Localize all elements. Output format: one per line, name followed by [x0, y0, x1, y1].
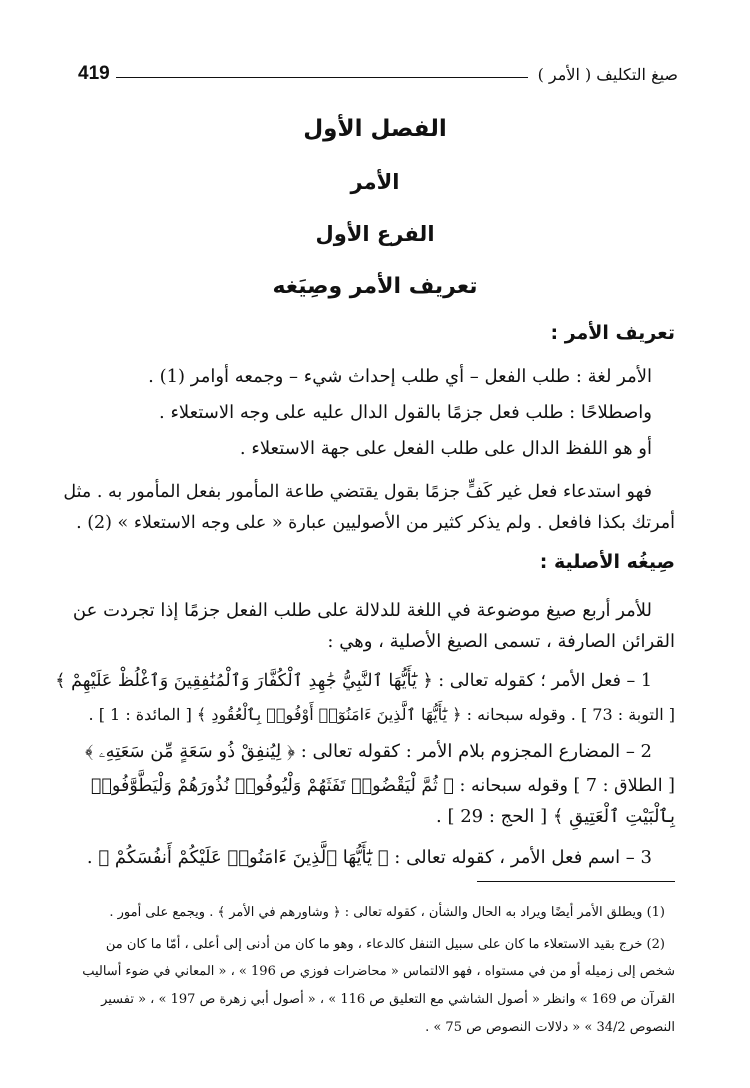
- forms-line: 3 – اسم فعل الأمر ، كقوله تعالى : ﴿ يَٰٓأَيُّهَا ٱلَّذِينَ ءَامَنُوا۟ عَلَيْكُمْ أَنفُسَكُمْ ﴾ .: [86, 847, 652, 868]
- page-number: 419: [78, 63, 110, 84]
- topic-heading: الأمر: [350, 170, 400, 194]
- forms-line: [ التوبة : 73 ] . وقوله سبحانه : ﴿ يَٰٓأَيُّهَا ٱلَّذِينَ ءَامَنُوٓا۟ أَوْفُوا۟ بِٱلْعُقُودِ ﴾ [ المائدة : 1 ] .: [88, 705, 675, 724]
- forms-line: [ الطلاق : 7 ] وقوله سبحانه : ﴿ ثُمَّ لْيَقْضُوا۟ تَفَثَهُمْ وَلْيُوفُوا۟ نُذُورَهُمْ وَلْيَطَّوَّفُوا۟: [90, 776, 675, 796]
- forms-line: 2 – المضارع المجزوم بلام الأمر : كقوله تعالى : ﴿ لِيُنفِقْ ذُو سَعَةٍ مِّن سَعَتِهِۦ ﴾: [85, 741, 652, 762]
- definition-line: أو هو اللفظ الدال على طلب الفعل على جهة الاستعلاء .: [239, 438, 652, 459]
- forms-line: القرائن الصارفة ، تسمى الصيغ الأصلية ، وهي :: [327, 631, 675, 652]
- definition-line: أمرتك بكذا فافعل . ولم يذكر كثير من الأصوليين عبارة « على وجه الاستعلاء » (2) .: [76, 513, 675, 533]
- footnote: (1) ويطلق الأمر أيضًا ويراد به الحال والشأن ، كقوله تعالى : ﴿ وشاورهم في الأمر ﴾ . ويجمع على أمور .: [109, 905, 665, 920]
- chapter-heading: الفصل الأول: [303, 116, 447, 142]
- definition-line: واصطلاحًا : طلب فعل جزمًا بالقول الدال عليه على وجه الاستعلاء .: [159, 402, 652, 423]
- forms-line: 1 – فعل الأمر ؛ كقوله تعالى : ﴿ يَٰٓأَيُّهَا ٱلنَّبِيُّ جَٰهِدِ ٱلْكُفَّارَ وَٱلْمُنَٰفِقِينَ وَٱغْلُظْ عَلَيْهِمْ ﴾: [55, 671, 652, 691]
- footnote: (2) خرج بقيد الاستعلاء ما كان على سبيل التنفل كالدعاء ، وهو ما كان من أدنى إلى أعلى ، أمّا ما كان من: [105, 937, 665, 952]
- branch-heading: الفرع الأول: [315, 222, 435, 246]
- definition-subheading: تعريف الأمر :: [550, 322, 675, 344]
- running-title: صيغ التكليف ( الأمر ): [537, 64, 678, 84]
- page-header: [78, 60, 678, 88]
- forms-subheading: صِيغُه الأصلية :: [539, 551, 675, 573]
- footnote: النصوص 34/2 » « دلالات النصوص ص 75 » .: [425, 1020, 675, 1035]
- header-rule: [116, 77, 528, 78]
- footnote: القرآن ص 169 » وانظر « أصول الشاشي مع التعليق ص 116 » ، « أصول أبي زهرة ص 197 » ، « تفسير: [101, 992, 675, 1007]
- section-heading: تعريف الأمر وصِيَغه: [272, 274, 478, 299]
- forms-line: للأمر أربع صيغ موضوعة في اللغة للدلالة على طلب الفعل جزمًا إذا تجردت عن: [72, 600, 652, 621]
- definition-line: فهو استدعاء فعل غير كَفٍّ جزمًا بقول يقتضي طاعة المأمور بفعل المأمور به . مثل: [63, 482, 652, 502]
- definition-line: الأمر لغة : طلب الفعل – أي طلب إحداث شيء – وجمعه أوامر (1) .: [148, 366, 652, 387]
- footnote: شخص إلى زميله أو من في مستواه ، فهو الالتماس « محاضرات فوزي ص 196 » ، « المعاني في ضوء أساليب: [82, 964, 675, 979]
- forms-line: بِٱلْبَيْتِ ٱلْعَتِيقِ ﴾ [ الحج : 29 ] .: [436, 806, 675, 827]
- footnote-rule: [477, 881, 675, 882]
